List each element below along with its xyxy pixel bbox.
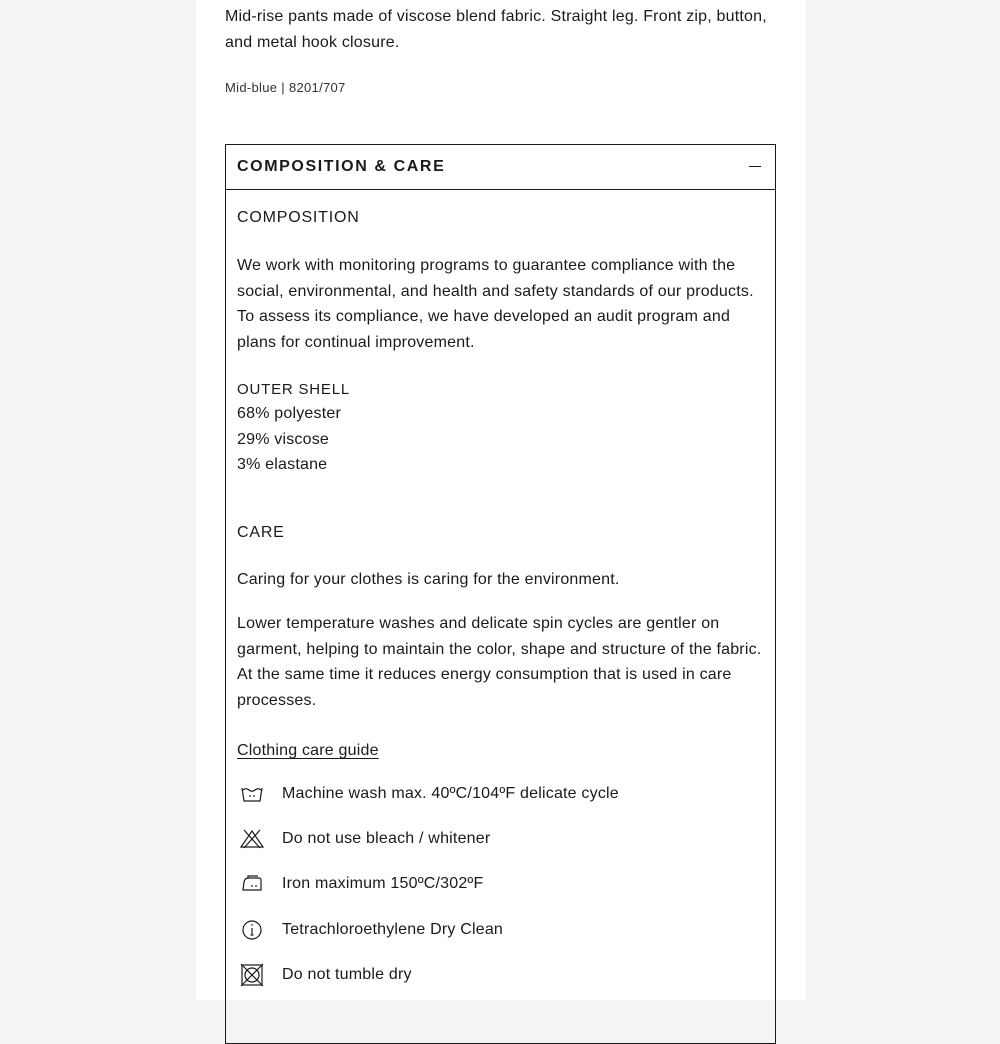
clothing-care-guide-link[interactable]: Clothing care guide bbox=[237, 742, 379, 759]
care-instruction bbox=[237, 816, 619, 861]
accordion-title: COMPOSITION & CARE bbox=[237, 158, 446, 175]
care-text: Lower temperature washes and delicate spin cycles are gentler on garment, helping to maintain the color, shape and structure of the fabric. At the same time it reduces energy consumption that is used in care processes. bbox=[237, 615, 762, 709]
no-tumble-dry-icon bbox=[237, 963, 267, 987]
outer-shell-heading: OUTER SHELL bbox=[237, 381, 350, 398]
iron-icon bbox=[237, 872, 267, 896]
material-item: 29% viscose bbox=[237, 430, 330, 448]
composition-text: We work with monitoring programs to guarantee compliance with the social, environmental, and health and safety standards of our products. To assess its compliance, we have developed an audit program and plans for continual improvement. bbox=[237, 257, 754, 351]
no-bleach-icon bbox=[237, 827, 267, 851]
care-instruction bbox=[237, 771, 619, 816]
care-instruction-label: Tetrachloroethylene Dry Clean bbox=[282, 920, 504, 938]
machine-wash-icon bbox=[237, 782, 267, 806]
composition-care-accordion bbox=[225, 144, 776, 1044]
care-instruction bbox=[237, 952, 619, 997]
material-item: 68% polyester bbox=[237, 405, 341, 422]
care-instruction bbox=[237, 907, 619, 952]
product-meta bbox=[225, 80, 346, 95]
material-list bbox=[237, 401, 341, 478]
care-intro: Caring for your clothes is caring for the environment. bbox=[237, 571, 620, 588]
care-instruction-label: Iron maximum 150ºC/302ºF bbox=[282, 875, 484, 893]
care-instruction-label: Do not use bleach / whitener bbox=[282, 829, 491, 847]
care-instructions-list bbox=[237, 771, 619, 997]
product-description: Mid-rise pants made of viscose blend fabric. Straight leg. Front zip, button, and metal hook closure. bbox=[225, 8, 767, 51]
care-instruction-label: Do not tumble dry bbox=[282, 965, 412, 983]
product-detail-panel bbox=[196, 0, 806, 1000]
minus-icon[interactable] bbox=[749, 161, 761, 173]
composition-heading: COMPOSITION bbox=[237, 209, 360, 226]
meta-separator: | bbox=[281, 80, 285, 95]
dry-clean-icon bbox=[237, 918, 267, 942]
accordion-header[interactable] bbox=[226, 145, 775, 190]
care-heading: CARE bbox=[237, 524, 285, 541]
care-instruction-label: Machine wash max. 40ºC/104ºF delicate cycle bbox=[282, 784, 619, 802]
material-item: 3% elastane bbox=[237, 456, 328, 473]
product-color: Mid-blue bbox=[225, 80, 278, 95]
product-reference: 8201/707 bbox=[288, 80, 346, 95]
care-instruction bbox=[237, 862, 619, 907]
